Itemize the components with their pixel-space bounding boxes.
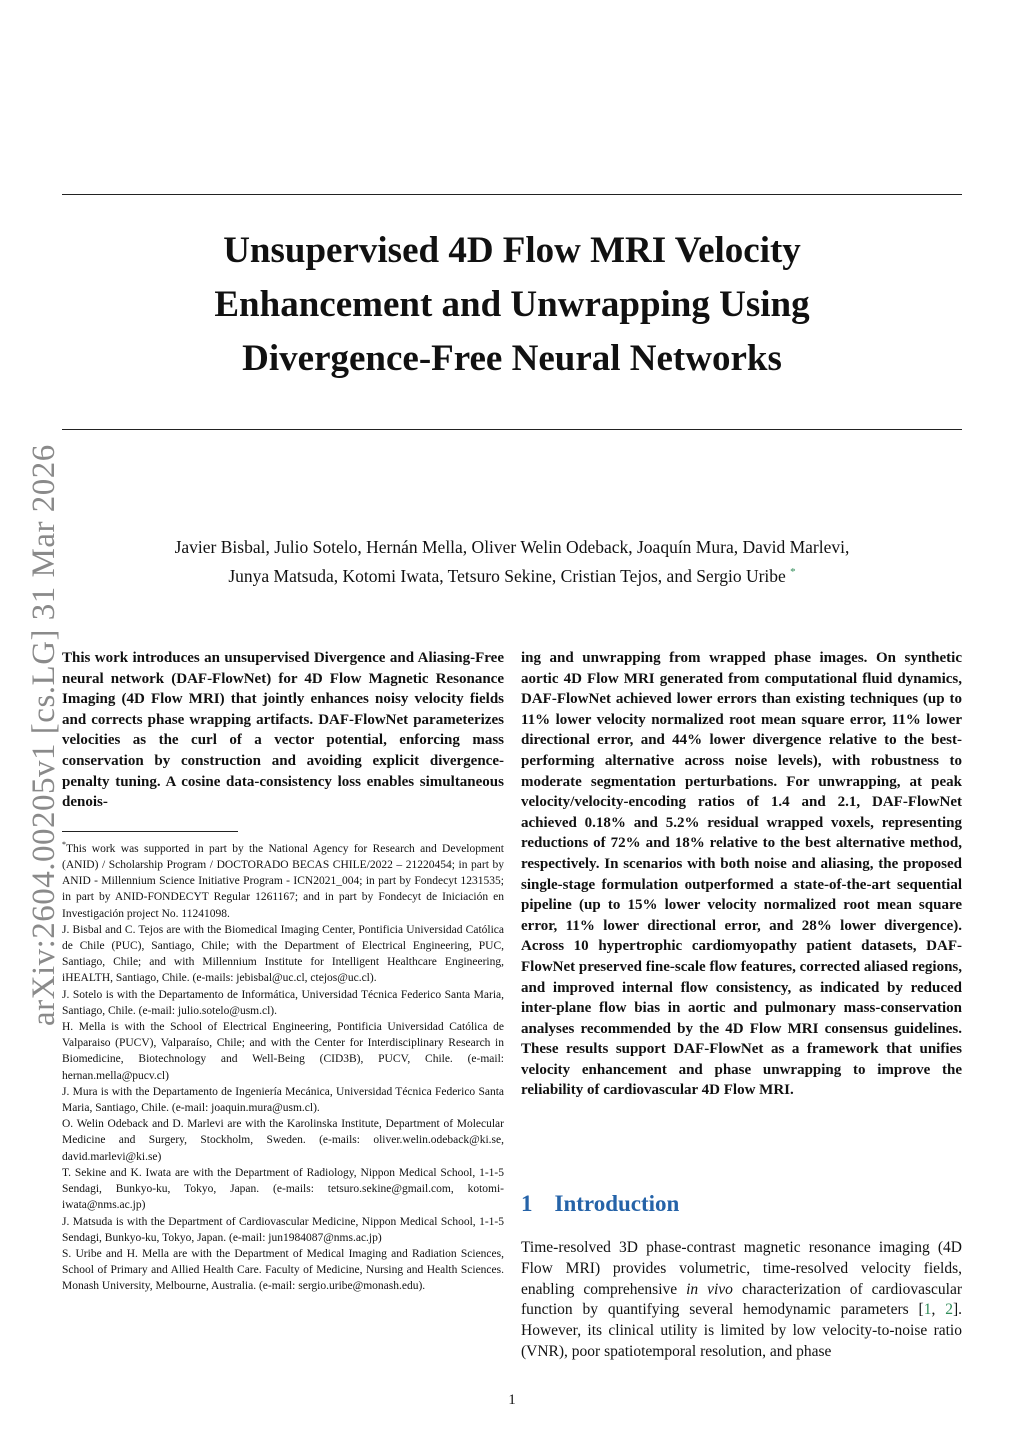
title-bottom-rule	[62, 429, 962, 430]
section-number: 1	[521, 1191, 533, 1216]
section-title: Introduction	[554, 1191, 680, 1216]
affiliation-footnote: H. Mella is with the School of Electrical Engineering, Pontificia Universidad Católica de Valparaiso (PUCV), Valparaíso, Chile; and with the Center for Interdisciplinary Research in Biomedicine, Biotechnology and Well-Being (CID3B), PUCV, Chile. (e-mail: hernan.mella@pucv.cl)	[62, 1021, 504, 1082]
footnote-separator	[62, 831, 238, 832]
citation-link[interactable]: 2	[945, 1301, 953, 1319]
footnote-link[interactable]: *	[790, 566, 796, 578]
introduction-paragraph	[521, 1238, 962, 1363]
funding-text: This work was supported in part by the National Agency for Research and Development (ANID) / Scholarship Program / DOCTORADO BECAS CHILE/2022 – 21220454; in part by ANID - Millennium Science Initiative Program - ICN2021_004; in part by Fondecyt 1231535; in part by ANID-FONDECYT Regular 1261167; and in part by Fondecyt de Iniciación en Investigación project No. 11241098.	[62, 842, 504, 920]
affiliation-footnote: J. Matsuda is with the Department of Cardiovascular Medicine, Nippon Medical School, 1-1-5 Sendagi, Bunkyo-ku, Tokyo, Japan. (e-mail: jun1984087@nms.ac.jp)	[62, 1215, 504, 1244]
intro-text-emphasis: in vivo	[686, 1280, 733, 1298]
arxiv-identifier[interactable]: arXiv:2604.00205v1 [cs.LG] 31 Mar 2026	[26, 444, 62, 1026]
citation-separator: ,	[931, 1301, 946, 1319]
title-line: Divergence-Free Neural Networks	[242, 338, 782, 379]
intro-text-c: ]. However, its clinical utility is limited by low velocity-to-noise ratio (VNR), poor spatiotemporal resolution, and phase	[521, 1301, 962, 1360]
citation-link[interactable]: 1	[923, 1301, 932, 1319]
affiliation-footnote: J. Sotelo is with the Departamento de Informática, Universidad Técnica Federico Santa Maria, Santiago, Chile. (e-mail: julio.sotelo@usm.cl).	[62, 988, 504, 1017]
paper-title	[62, 224, 962, 386]
intro-text-b: characterization of cardiovascular function by quantifying several hemodynamic parameters [	[521, 1280, 962, 1319]
title-line: Unsupervised 4D Flow MRI Velocity	[223, 230, 801, 271]
author-line: Javier Bisbal, Julio Sotelo, Hernán Mella, Oliver Welin Odeback, Joaquín Mura, David Marlevi,	[174, 537, 850, 557]
footnotes	[62, 837, 504, 1295]
affiliation-footnote: J. Mura is with the Departamento de Ingeniería Mecánica, Universidad Técnica Federico Santa Maria, Santiago, Chile. (e-mail: joaquin.mura@usm.cl).	[62, 1085, 504, 1115]
author-line-2	[62, 560, 962, 589]
affiliation-footnote: O. Welin Odeback and D. Marlevi are with the Karolinska Institute, Department of Molecular Medicine and Surgery, Stockholm, Sweden. (e-mails: oliver.welin.odeback@ki.se, david.marlevi@ki.se)	[62, 1118, 504, 1163]
author-names: Junya Matsuda, Kotomi Iwata, Tetsuro Sekine, Cristian Tejos, and Sergio Uribe	[228, 565, 786, 586]
affiliation-footnote: T. Sekine and K. Iwata are with the Department of Radiology, Nippon Medical School, 1-1-5 Sendagi, Bunkyo-ku, Tokyo, Japan. (e-mails: tetsuro.sekine@gmail.com, kotomi-iwata@nms.ac.jp)	[62, 1166, 504, 1212]
title-line: Enhancement and Unwrapping Using	[214, 284, 810, 325]
footnote-mark: *	[62, 840, 66, 849]
abstract-text-left: This work introduces an unsupervised Divergence and Aliasing-Free neural network (DAF-FlowNet) for 4D Flow Magnetic Resonance Imaging (4D Flow MRI) that jointly enhances noisy velocity fields and corrects phase wrapping artifacts. DAF-FlowNet parameterizes velocities as the curl of a vector potential, enforcing mass conservation by construction and avoiding explicit divergence-penalty tuning. A cosine data-consistency loss enables simultaneous denois-	[62, 650, 504, 811]
page-number: 1	[508, 1392, 516, 1408]
author-list	[62, 535, 962, 589]
abstract-text-right: ing and unwrapping from wrapped phase images. On synthetic aortic 4D Flow MRI generated from computational fluid dynamics, DAF-FlowNet achieved lower errors than existing techniques (up to 11% lower velocity normalized root mean square error, 11% lower directional error, and 44% lower divergence relative to the best-performing alternative across noise levels), with robustness to moderate segmentation perturbations. For unwrapping, at peak velocity/velocity-encoding ratios of 1.4 and 2.1, DAF-FlowNet achieved 0.18% and 5.2% residual wrapped voxels, representing reductions of 72% and 18% relative to the best alternative method, respectively. In scenarios with both noise and aliasing, the proposed single-stage formulation outperformed a state-of-the-art sequential pipeline (up to 15% lower velocity normalized root mean square error, 11% lower directional error, and 28% lower divergence). Across 10 hypertrophic cardiomyopathy patient datasets, DAF-FlowNet preserved fine-scale flow features, corrected aliased regions, and improved internal flow consistency, as indicated by reduced inter-plane flow bias in aortic and pulmonary mass-conservation analyses recommended by the 4D Flow MRI consensus guidelines. These results support DAF-FlowNet as a framework that unifies velocity enhancement and phase unwrapping to improve the reliability of cardiovascular 4D Flow MRI.	[521, 650, 962, 1099]
section-heading-introduction	[521, 1191, 679, 1217]
intro-text-a: Time-resolved 3D phase-contrast magnetic resonance imaging (4D Flow MRI) provides volumetric, time-resolved velocity fields, enabling comprehensive	[521, 1239, 962, 1298]
funding-footnote	[62, 837, 504, 922]
affiliation-footnote: J. Bisbal and C. Tejos are with the Biomedical Imaging Center, Pontificia Universidad Católica de Chile (PUC), Santiago, Chile; with the Department of Electrical Engineering, PUC, Santiago, Chile; and with Millennium Institute for Intelligent Healthcare Engineering, iHEALTH, Santiago, Chile. (e-mails: jebisbal@uc.cl, ctejos@uc.cl).	[62, 923, 504, 985]
affiliation-footnote: S. Uribe and H. Mella are with the Department of Medical Imaging and Radiation Sciences, School of Primary and Allied Health Care. Faculty of Medicine, Nursing and Health Sciences. Monash University, Melbourne, Australia. (e-mail: sergio.uribe@monash.edu).	[62, 1247, 504, 1293]
top-rule	[62, 194, 962, 195]
